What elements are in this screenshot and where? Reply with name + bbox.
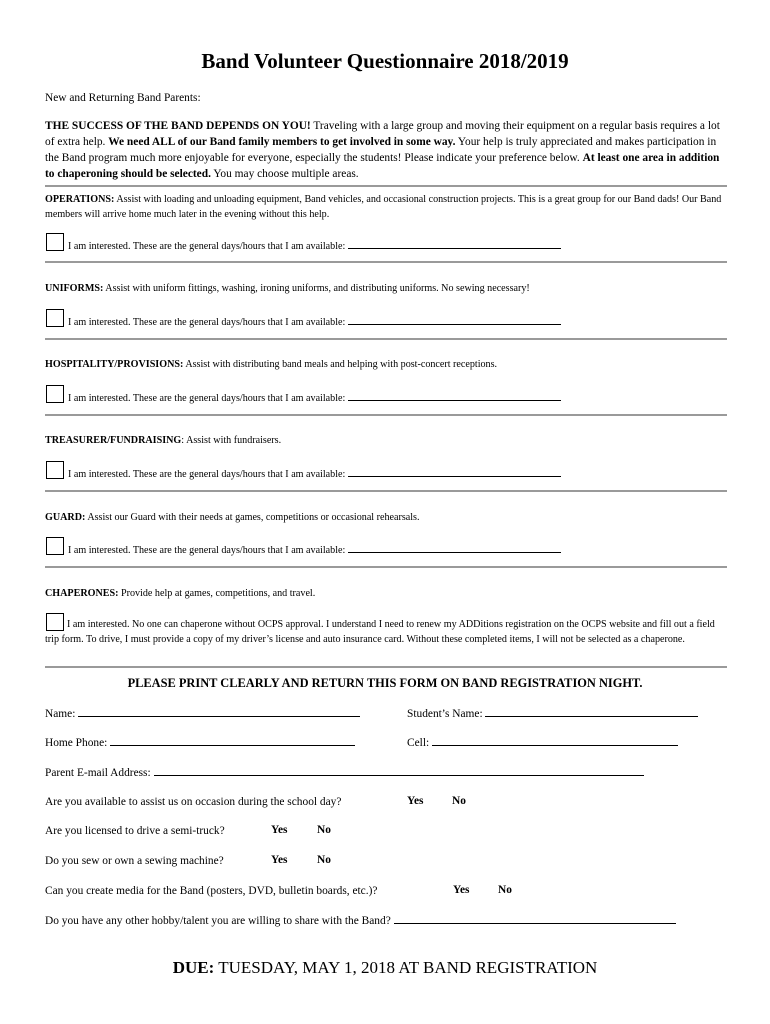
operations-availability [68,238,561,252]
media-no[interactable]: No [498,884,512,896]
student-name-field [407,706,698,721]
section-desc: Provide help at games, competitions, and travel. [118,588,316,599]
interest-label: I am interested. These are the general days/hours that I am available: [68,469,346,480]
divider [45,490,727,492]
semi-truck-no[interactable]: No [317,824,331,836]
semi-truck-yes[interactable]: Yes [271,824,288,836]
interest-label: I am interested. These are the general days/hours that I am available: [68,317,346,328]
treasurer-availability [68,466,561,480]
divider [45,566,727,568]
due-label: DUE: [172,958,215,977]
print-notice: PLEASE PRINT CLEARLY AND RETURN THIS FORM ON BAND REGISTRATION NIGHT. [127,676,643,690]
question-media: Can you create media for the Band (posters, DVD, bulletin boards, etc.)? [45,885,378,897]
operations-checkbox[interactable] [46,233,64,251]
hobby-field [45,913,676,928]
uniforms-availability-field[interactable] [348,314,561,325]
uniforms-availability [68,314,561,328]
question-semi-truck: Are you licensed to drive a semi-truck? [45,825,225,837]
section-desc: Assist our Guard with their needs at games, competitions or occasional rehearsals. [85,512,420,523]
student-name-label: Student’s Name: [407,708,483,720]
sewing-yes[interactable]: Yes [271,854,288,866]
email-input[interactable] [154,765,644,776]
cell-label: Cell: [407,737,430,749]
section-hospitality [45,357,727,372]
home-phone-label: Home Phone: [45,737,108,749]
student-name-input[interactable] [485,706,698,717]
section-treasurer [45,433,727,448]
section-desc: Assist with loading and unloading equipment, Band vehicles, and occasional construction projects. This is a great group for our Band dads! Our Band members will arrive home much later in the evening without this help. [45,194,722,220]
guard-availability-field[interactable] [348,542,561,553]
section-guard [45,510,727,525]
section-heading: CHAPERONES: [45,588,119,599]
question-sewing: Do you sew or own a sewing machine? [45,855,224,867]
name-input[interactable] [78,706,360,717]
email-field [45,765,644,780]
operations-availability-field[interactable] [348,238,561,249]
section-desc: Assist with distributing band meals and helping with post-concert receptions. [183,359,498,370]
guard-availability [68,542,561,556]
hobby-input[interactable] [394,913,676,924]
divider [45,185,727,187]
school-day-yes[interactable]: Yes [407,795,424,807]
sewing-no[interactable]: No [317,854,331,866]
hospitality-checkbox[interactable] [46,385,64,403]
cell-input[interactable] [432,735,678,746]
intro-lead: THE SUCCESS OF THE BAND DEPENDS ON YOU! [45,120,311,132]
guard-checkbox[interactable] [46,537,64,555]
divider [45,261,727,263]
divider [45,414,727,416]
section-heading: UNIFORMS: [45,283,104,294]
hobby-label: Do you have any other hobby/talent you are willing to share with the Band? [45,915,391,927]
intro-bold-2: We need ALL of our Band family members to get involved in some way. [108,136,456,148]
intro-paragraph [45,118,727,182]
section-heading: OPERATIONS: [45,194,115,205]
hospitality-availability [68,390,561,404]
name-label: Name: [45,708,76,720]
due-text: TUESDAY, MAY 1, 2018 AT BAND REGISTRATION [214,958,598,977]
section-uniforms [45,281,727,296]
hospitality-availability-field[interactable] [348,390,561,401]
section-desc: Assist with uniform fittings, washing, ironing uniforms, and distributing uniforms. No sewing necessary! [103,283,530,294]
page-title: Band Volunteer Questionnaire 2018/2019 [201,49,569,73]
home-phone-input[interactable] [110,735,355,746]
interest-label: I am interested. These are the general days/hours that I am available: [68,393,346,404]
intro-text-2: Your help is truly appreciated and makes participation in the Band program much more enjoyable for everyone, especially the students! Please indicate your preference below. [45,136,717,164]
due-date [0,958,770,978]
uniforms-checkbox[interactable] [46,309,64,327]
question-school-day: Are you available to assist us on occasion during the school day? [45,796,342,808]
media-yes[interactable]: Yes [453,884,470,896]
section-chaperones [45,586,727,601]
intro-bold-3: At least one area in addition to chaperoning should be selected. [45,152,720,180]
section-heading: GUARD: [45,512,86,523]
cell-field [407,735,678,750]
email-label: Parent E-mail Address: [45,767,151,779]
section-heading: HOSPITALITY/PROVISIONS: [45,359,184,370]
intro-text-1: Traveling with a large group and moving their equipment on a regular basis requires a lot of extra help. [45,120,720,148]
section-desc: : Assist with fundraisers. [181,435,282,446]
divider [45,338,727,340]
interest-label: I am interested. These are the general days/hours that I am available: [68,241,346,252]
home-phone-field [45,735,355,750]
section-heading: TREASURER/FUNDRAISING [45,435,182,446]
treasurer-availability-field[interactable] [348,466,561,477]
school-day-no[interactable]: No [452,795,466,807]
name-field [45,706,360,721]
chaperone-note: I am interested. No one can chaperone without OCPS approval. I understand I need to renew my ADDitions registration on the OCPS website and fill out a field trip form. To drive, I must provide a copy of my driver’s license and auto insurance card. Without these completed items, I will not be selected as a chaperone. [45,619,715,645]
intro-text-3: You may choose multiple areas. [210,168,359,180]
treasurer-checkbox[interactable] [46,461,64,479]
section-operations [45,192,727,222]
interest-label: I am interested. These are the general days/hours that I am available: [68,545,346,556]
divider [45,666,727,668]
salutation: New and Returning Band Parents: [45,92,201,104]
